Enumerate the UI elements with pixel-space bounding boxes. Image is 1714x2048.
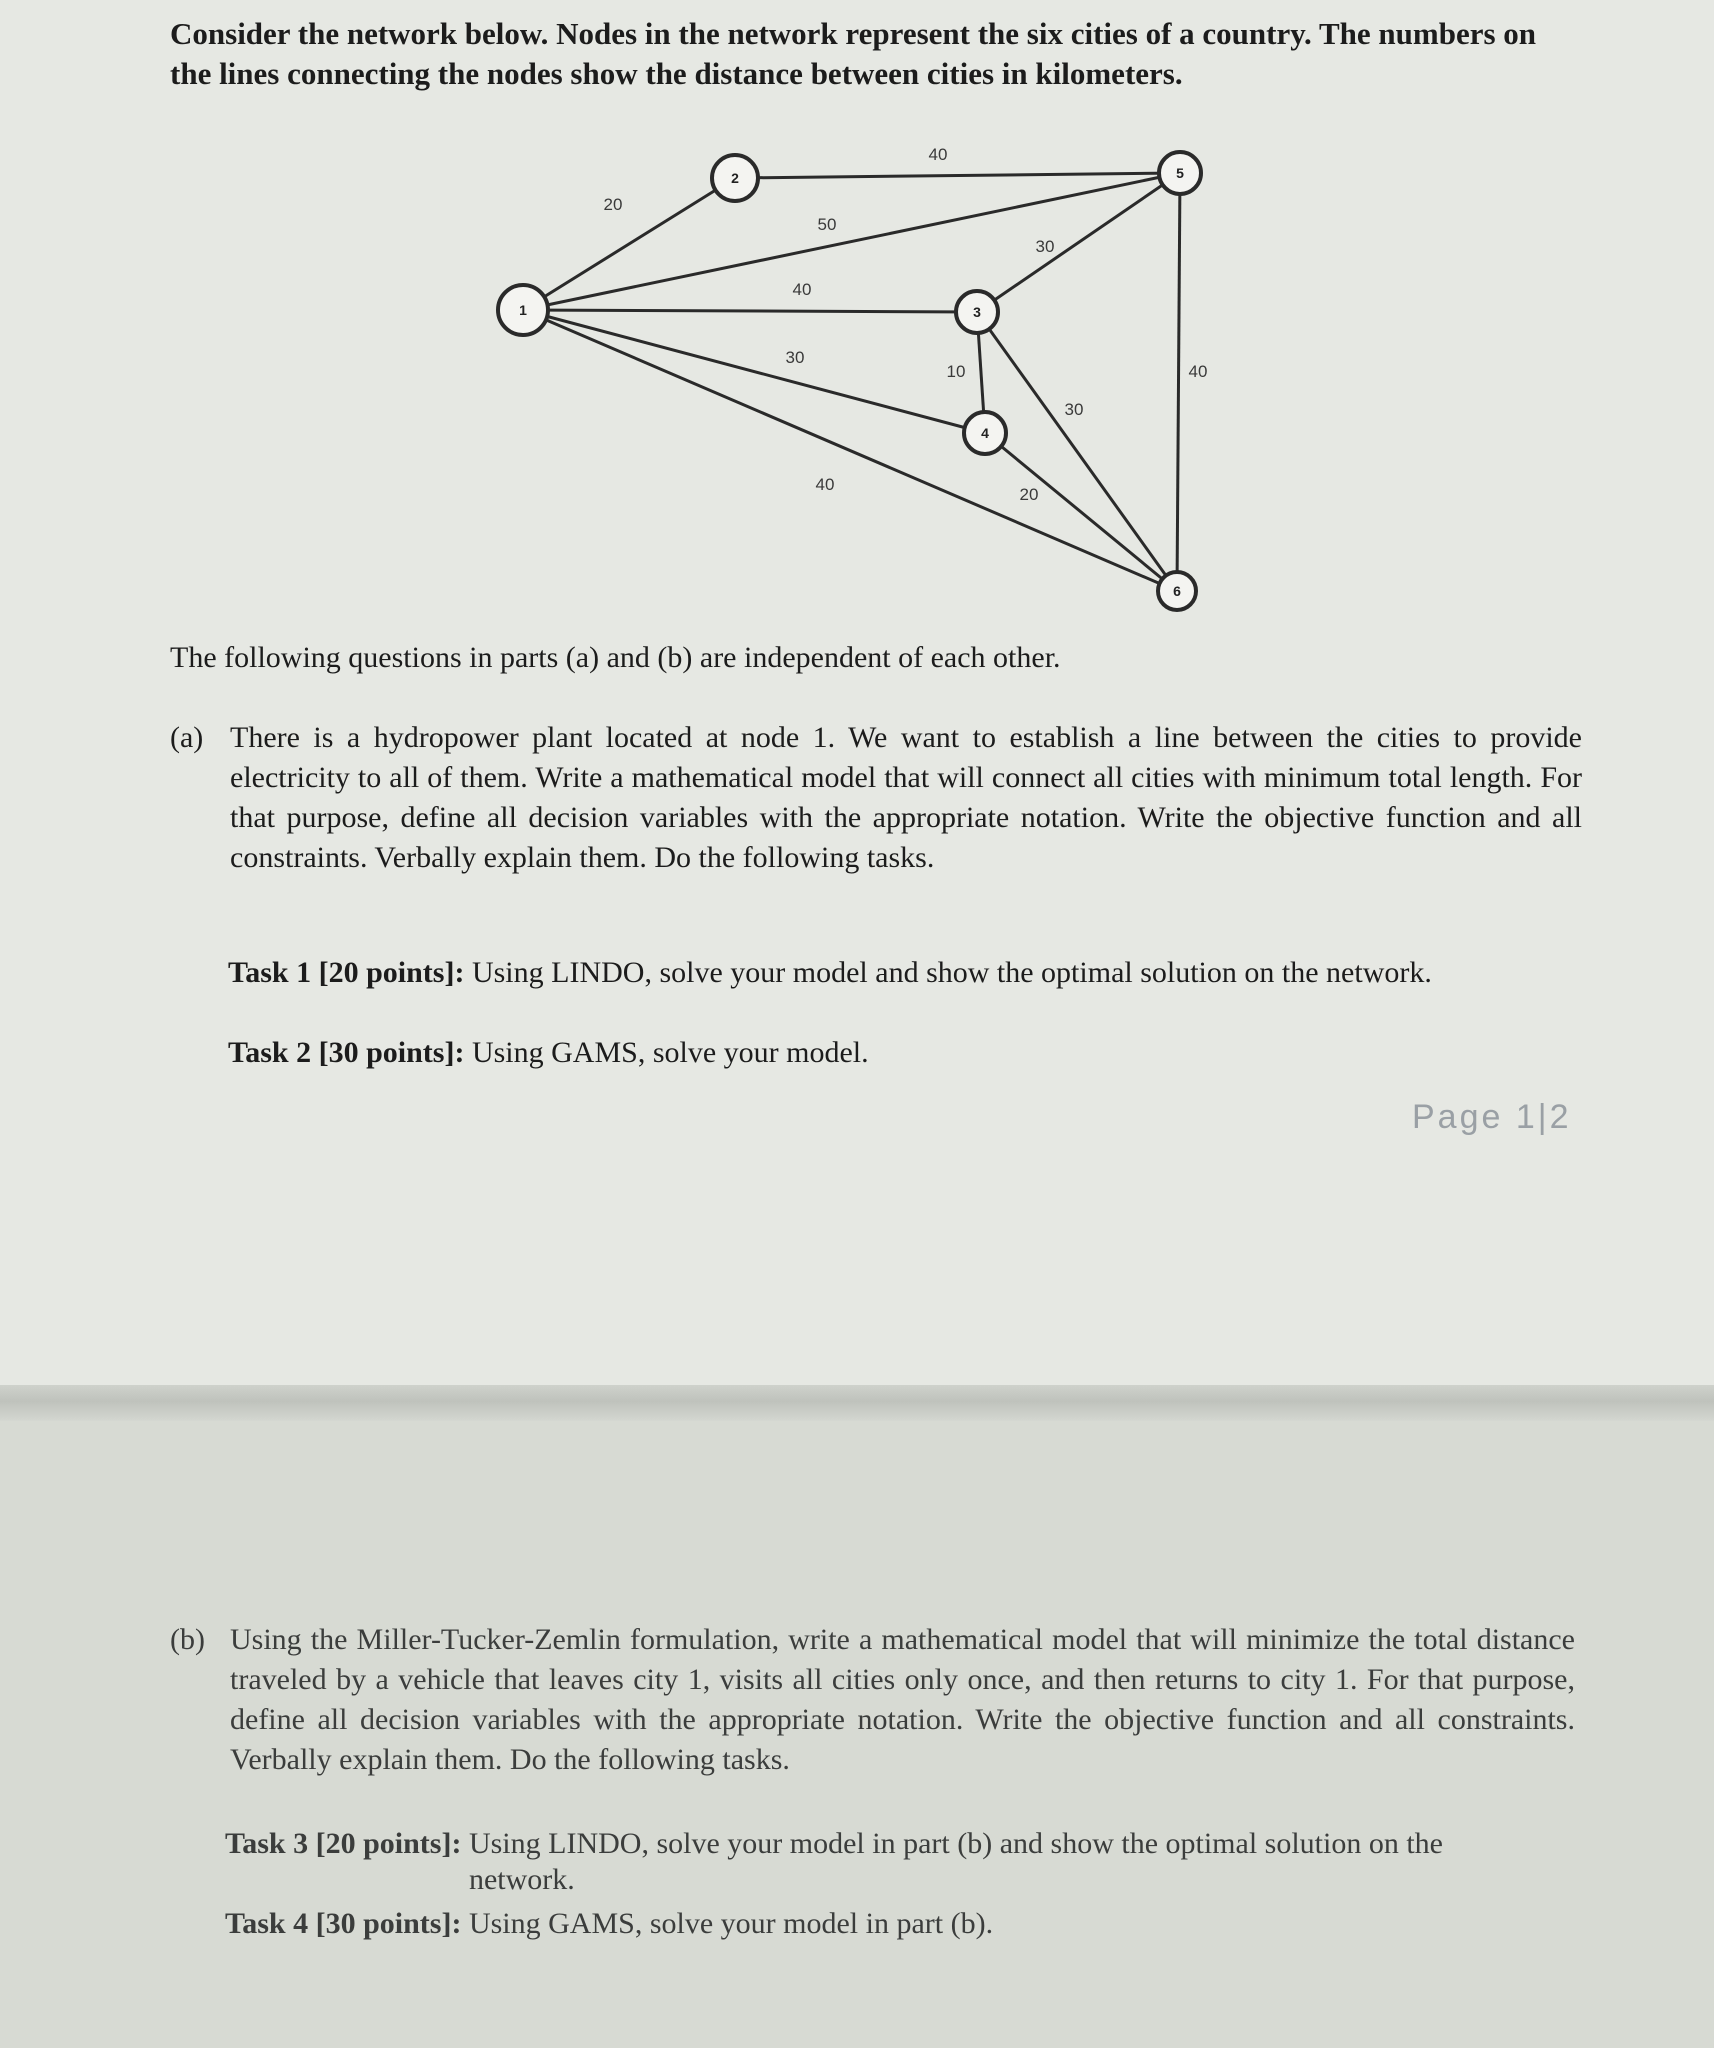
node-label-5: 5 xyxy=(1176,165,1184,181)
part-b-marker: (b) xyxy=(170,1623,205,1656)
node-2 xyxy=(712,155,758,201)
edge-label-1-5: 50 xyxy=(817,215,837,234)
edge-label-4-6: 20 xyxy=(1019,485,1039,504)
node-label-1: 1 xyxy=(519,302,527,318)
part-a xyxy=(170,718,1582,878)
task-4-text: Using GAMS, solve your model in part (b). xyxy=(468,1907,994,1940)
edge-label-3-4: 10 xyxy=(946,362,966,381)
edge-5-6 xyxy=(1177,173,1180,591)
node-6 xyxy=(1158,572,1196,610)
page-number: Page 1|2 xyxy=(1412,1098,1572,1136)
task-3-text: Using LINDO, solve your model in part (b) and show the optimal solution on the network. xyxy=(468,1827,1444,1896)
edge-label-5-6: 40 xyxy=(1188,362,1208,381)
task-1-label: Task 1 [20 points]: xyxy=(228,956,472,989)
edge-label-1-4: 30 xyxy=(785,348,805,367)
edge-label-3-6: 30 xyxy=(1064,400,1084,419)
task-4 xyxy=(225,1906,1529,1942)
node-label-2: 2 xyxy=(731,170,739,186)
part-a-marker: (a) xyxy=(170,721,204,754)
task-1 xyxy=(228,955,1532,991)
task-3-label: Task 3 [20 points]: xyxy=(225,1827,469,1860)
edge-label-1-3: 40 xyxy=(792,280,812,299)
task-4-label: Task 4 [30 points]: xyxy=(225,1907,469,1940)
edge-label-1-6: 40 xyxy=(815,475,835,494)
node-1 xyxy=(498,285,548,335)
edge-1-4 xyxy=(523,310,985,433)
intro-text: Consider the network below. Nodes in the network represent the six cities of a country. The numbers on the lines connecting the nodes show the distance between cities in kilometers. xyxy=(170,16,1537,91)
node-label-3: 3 xyxy=(973,304,981,320)
edge-label-2-5: 40 xyxy=(928,145,948,164)
part-b-text: Using the Miller-Tucker-Zemlin formulation, write a mathematical model that will minimize the total distance traveled by a vehicle that leaves city 1, visits all cities only once, and then returns to city 1. For that purpose, define all decision variables with the appropriate notation. Write the objective function and all constraints. Verbally explain them. Do the following tasks. xyxy=(230,1623,1575,1776)
edge-1-6 xyxy=(523,310,1177,591)
edge-1-2 xyxy=(523,178,735,310)
node-3 xyxy=(956,291,998,333)
network-diagram xyxy=(495,130,1235,630)
node-label-6: 6 xyxy=(1173,583,1181,599)
part-a-text: There is a hydropower plant located at node 1. We want to establish a line between the cities to provide electricity to all of them. Write a mathematical model that will connect all cities with minimum total length. For that purpose, define all decision variables with the appropriate notation. Write the objective function and all constraints. Verbally explain them. Do the following tasks. xyxy=(230,721,1582,874)
task-1-text: Using LINDO, solve your model and show the optimal solution on the network. xyxy=(471,956,1432,989)
edge-1-3 xyxy=(523,310,977,312)
edge-label-1-2: 20 xyxy=(603,195,623,214)
edge-label-3-5: 30 xyxy=(1035,237,1055,256)
node-4 xyxy=(964,412,1006,454)
independence-note: The following questions in parts (a) and (b) are independent of each other. xyxy=(170,641,1061,674)
task-2 xyxy=(228,1035,1532,1071)
part-b xyxy=(170,1620,1575,1780)
page-divider xyxy=(0,1385,1714,1421)
node-5 xyxy=(1159,152,1201,194)
task-2-text: Using GAMS, solve your model. xyxy=(471,1036,869,1069)
task-3 xyxy=(225,1826,1529,1898)
edge-2-5 xyxy=(735,173,1180,178)
node-label-4: 4 xyxy=(981,425,989,441)
task-2-label: Task 2 [30 points]: xyxy=(228,1036,472,1069)
